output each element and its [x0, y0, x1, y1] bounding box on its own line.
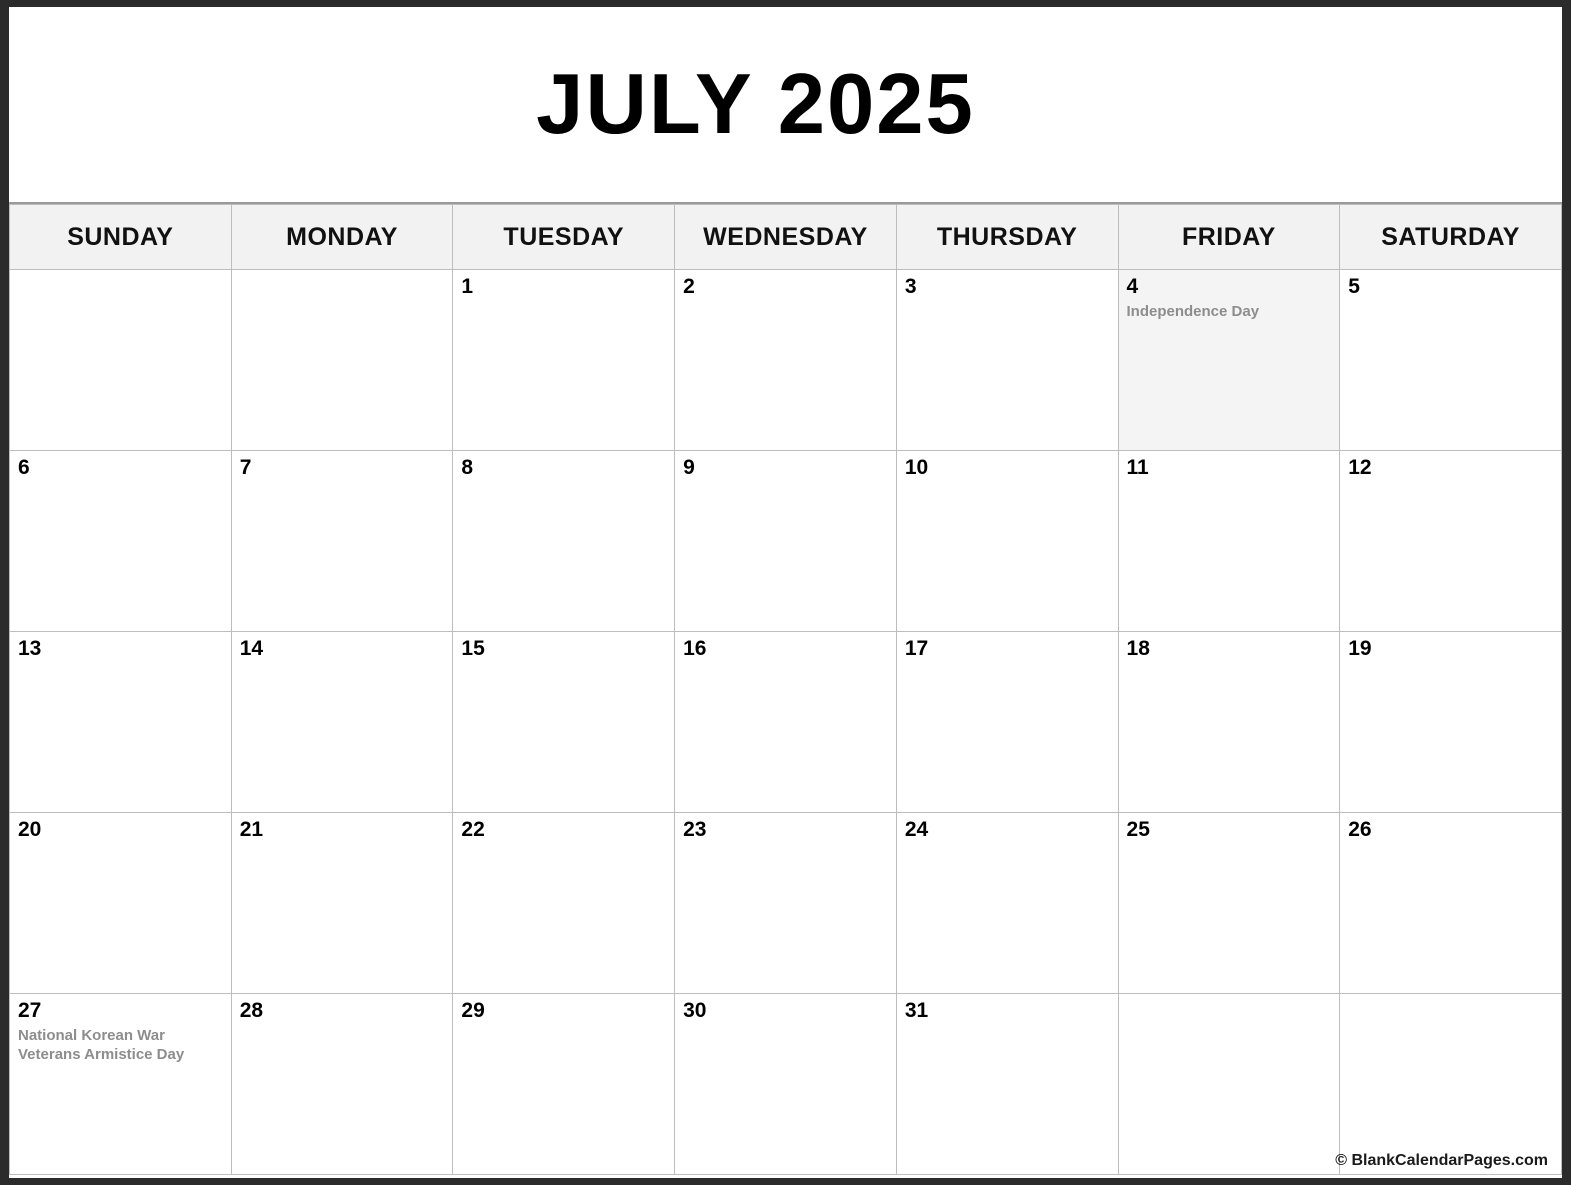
calendar-day-cell[interactable]	[1340, 632, 1562, 813]
weekday-header-friday: FRIDAY	[1118, 205, 1340, 270]
calendar-day-cell[interactable]	[10, 632, 232, 813]
day-number: 10	[904, 456, 929, 479]
calendar-week-row	[10, 632, 1562, 813]
weekday-header-wednesday: WEDNESDAY	[675, 205, 897, 270]
calendar-day-cell[interactable]	[896, 994, 1118, 1175]
weekday-header-saturday: SATURDAY	[1340, 205, 1562, 270]
day-number: 2	[683, 275, 695, 298]
calendar-day-cell[interactable]	[10, 451, 232, 632]
calendar-day-cell[interactable]	[675, 994, 897, 1175]
holiday-label: Independence Day	[1126, 303, 1260, 320]
calendar-day-cell[interactable]	[1118, 451, 1340, 632]
calendar-day-cell-empty[interactable]	[10, 270, 232, 451]
calendar-day-cell[interactable]	[1118, 813, 1340, 994]
calendar-day-cell[interactable]	[453, 813, 675, 994]
calendar-week-row	[10, 994, 1562, 1175]
day-number: 5	[1348, 275, 1360, 298]
day-number: 3	[904, 275, 917, 298]
calendar-day-cell[interactable]	[453, 632, 675, 813]
day-number: 19	[1348, 637, 1372, 660]
calendar-day-cell[interactable]	[10, 813, 232, 994]
day-number: 1	[461, 275, 474, 298]
calendar-day-cell-empty[interactable]	[1340, 994, 1562, 1175]
calendar-day-cell[interactable]	[896, 813, 1118, 994]
calendar-day-cell[interactable]	[675, 632, 897, 813]
day-number: 21	[239, 818, 264, 841]
day-number: 22	[461, 818, 485, 841]
calendar-week-row	[10, 451, 1562, 632]
calendar-day-cell[interactable]	[1340, 451, 1562, 632]
calendar-day-cell[interactable]	[1340, 813, 1562, 994]
day-number: 18	[1126, 637, 1150, 660]
calendar-day-cell[interactable]	[231, 451, 453, 632]
day-number: 23	[683, 818, 707, 841]
day-number: 8	[461, 456, 474, 479]
day-number: 31	[904, 999, 929, 1022]
day-number: 29	[461, 999, 485, 1022]
calendar-day-cell-empty[interactable]	[231, 270, 453, 451]
calendar-day-cell[interactable]	[231, 994, 453, 1175]
calendar-body	[10, 270, 1562, 1175]
day-number: 13	[18, 637, 42, 660]
day-number: 14	[239, 637, 264, 660]
day-number: 17	[904, 637, 929, 660]
day-number: 26	[1348, 818, 1372, 841]
calendar-day-cell[interactable]	[1340, 270, 1562, 451]
day-number: 28	[239, 999, 264, 1022]
calendar-day-cell[interactable]	[1118, 632, 1340, 813]
weekday-header-tuesday: TUESDAY	[453, 205, 675, 270]
calendar-week-row	[10, 813, 1562, 994]
calendar-day-cell-empty[interactable]	[1118, 994, 1340, 1175]
day-number: 27	[18, 999, 42, 1022]
weekday-header-row	[10, 205, 1562, 270]
day-number: 25	[1126, 818, 1150, 841]
weekday-header-monday: MONDAY	[231, 205, 453, 270]
calendar-title-bar	[9, 7, 1562, 204]
calendar-day-cell[interactable]	[231, 813, 453, 994]
calendar-day-cell[interactable]	[675, 270, 897, 451]
page-title: JULY 2025	[536, 56, 975, 152]
day-number: 15	[461, 637, 485, 660]
calendar-day-cell[interactable]	[453, 451, 675, 632]
day-number: 30	[683, 999, 707, 1022]
calendar-grid	[9, 204, 1562, 1175]
day-number: 11	[1126, 456, 1149, 479]
day-number: 12	[1348, 456, 1372, 479]
weekday-header-thursday: THURSDAY	[896, 205, 1118, 270]
calendar-day-cell[interactable]	[896, 270, 1118, 451]
footer-credit: © BlankCalendarPages.com	[1335, 1152, 1548, 1169]
calendar-day-cell[interactable]	[675, 813, 897, 994]
calendar-day-cell[interactable]	[10, 994, 232, 1175]
calendar-day-cell[interactable]	[1118, 270, 1340, 451]
day-number: 24	[904, 818, 929, 841]
day-number: 4	[1126, 275, 1139, 298]
calendar-day-cell[interactable]	[231, 632, 453, 813]
calendar-day-cell[interactable]	[453, 270, 675, 451]
calendar-day-cell[interactable]	[896, 451, 1118, 632]
calendar-day-cell[interactable]	[453, 994, 675, 1175]
day-number: 7	[239, 456, 252, 479]
day-number: 16	[683, 637, 707, 660]
day-number: 9	[683, 456, 695, 479]
calendar-week-row	[10, 270, 1562, 451]
calendar-day-cell[interactable]	[896, 632, 1118, 813]
day-number: 20	[18, 818, 42, 841]
calendar-day-cell[interactable]	[675, 451, 897, 632]
weekday-header-sunday: SUNDAY	[10, 205, 232, 270]
holiday-label: National Korean War Veterans Armistice Day	[18, 1027, 185, 1063]
day-number: 6	[18, 456, 30, 479]
